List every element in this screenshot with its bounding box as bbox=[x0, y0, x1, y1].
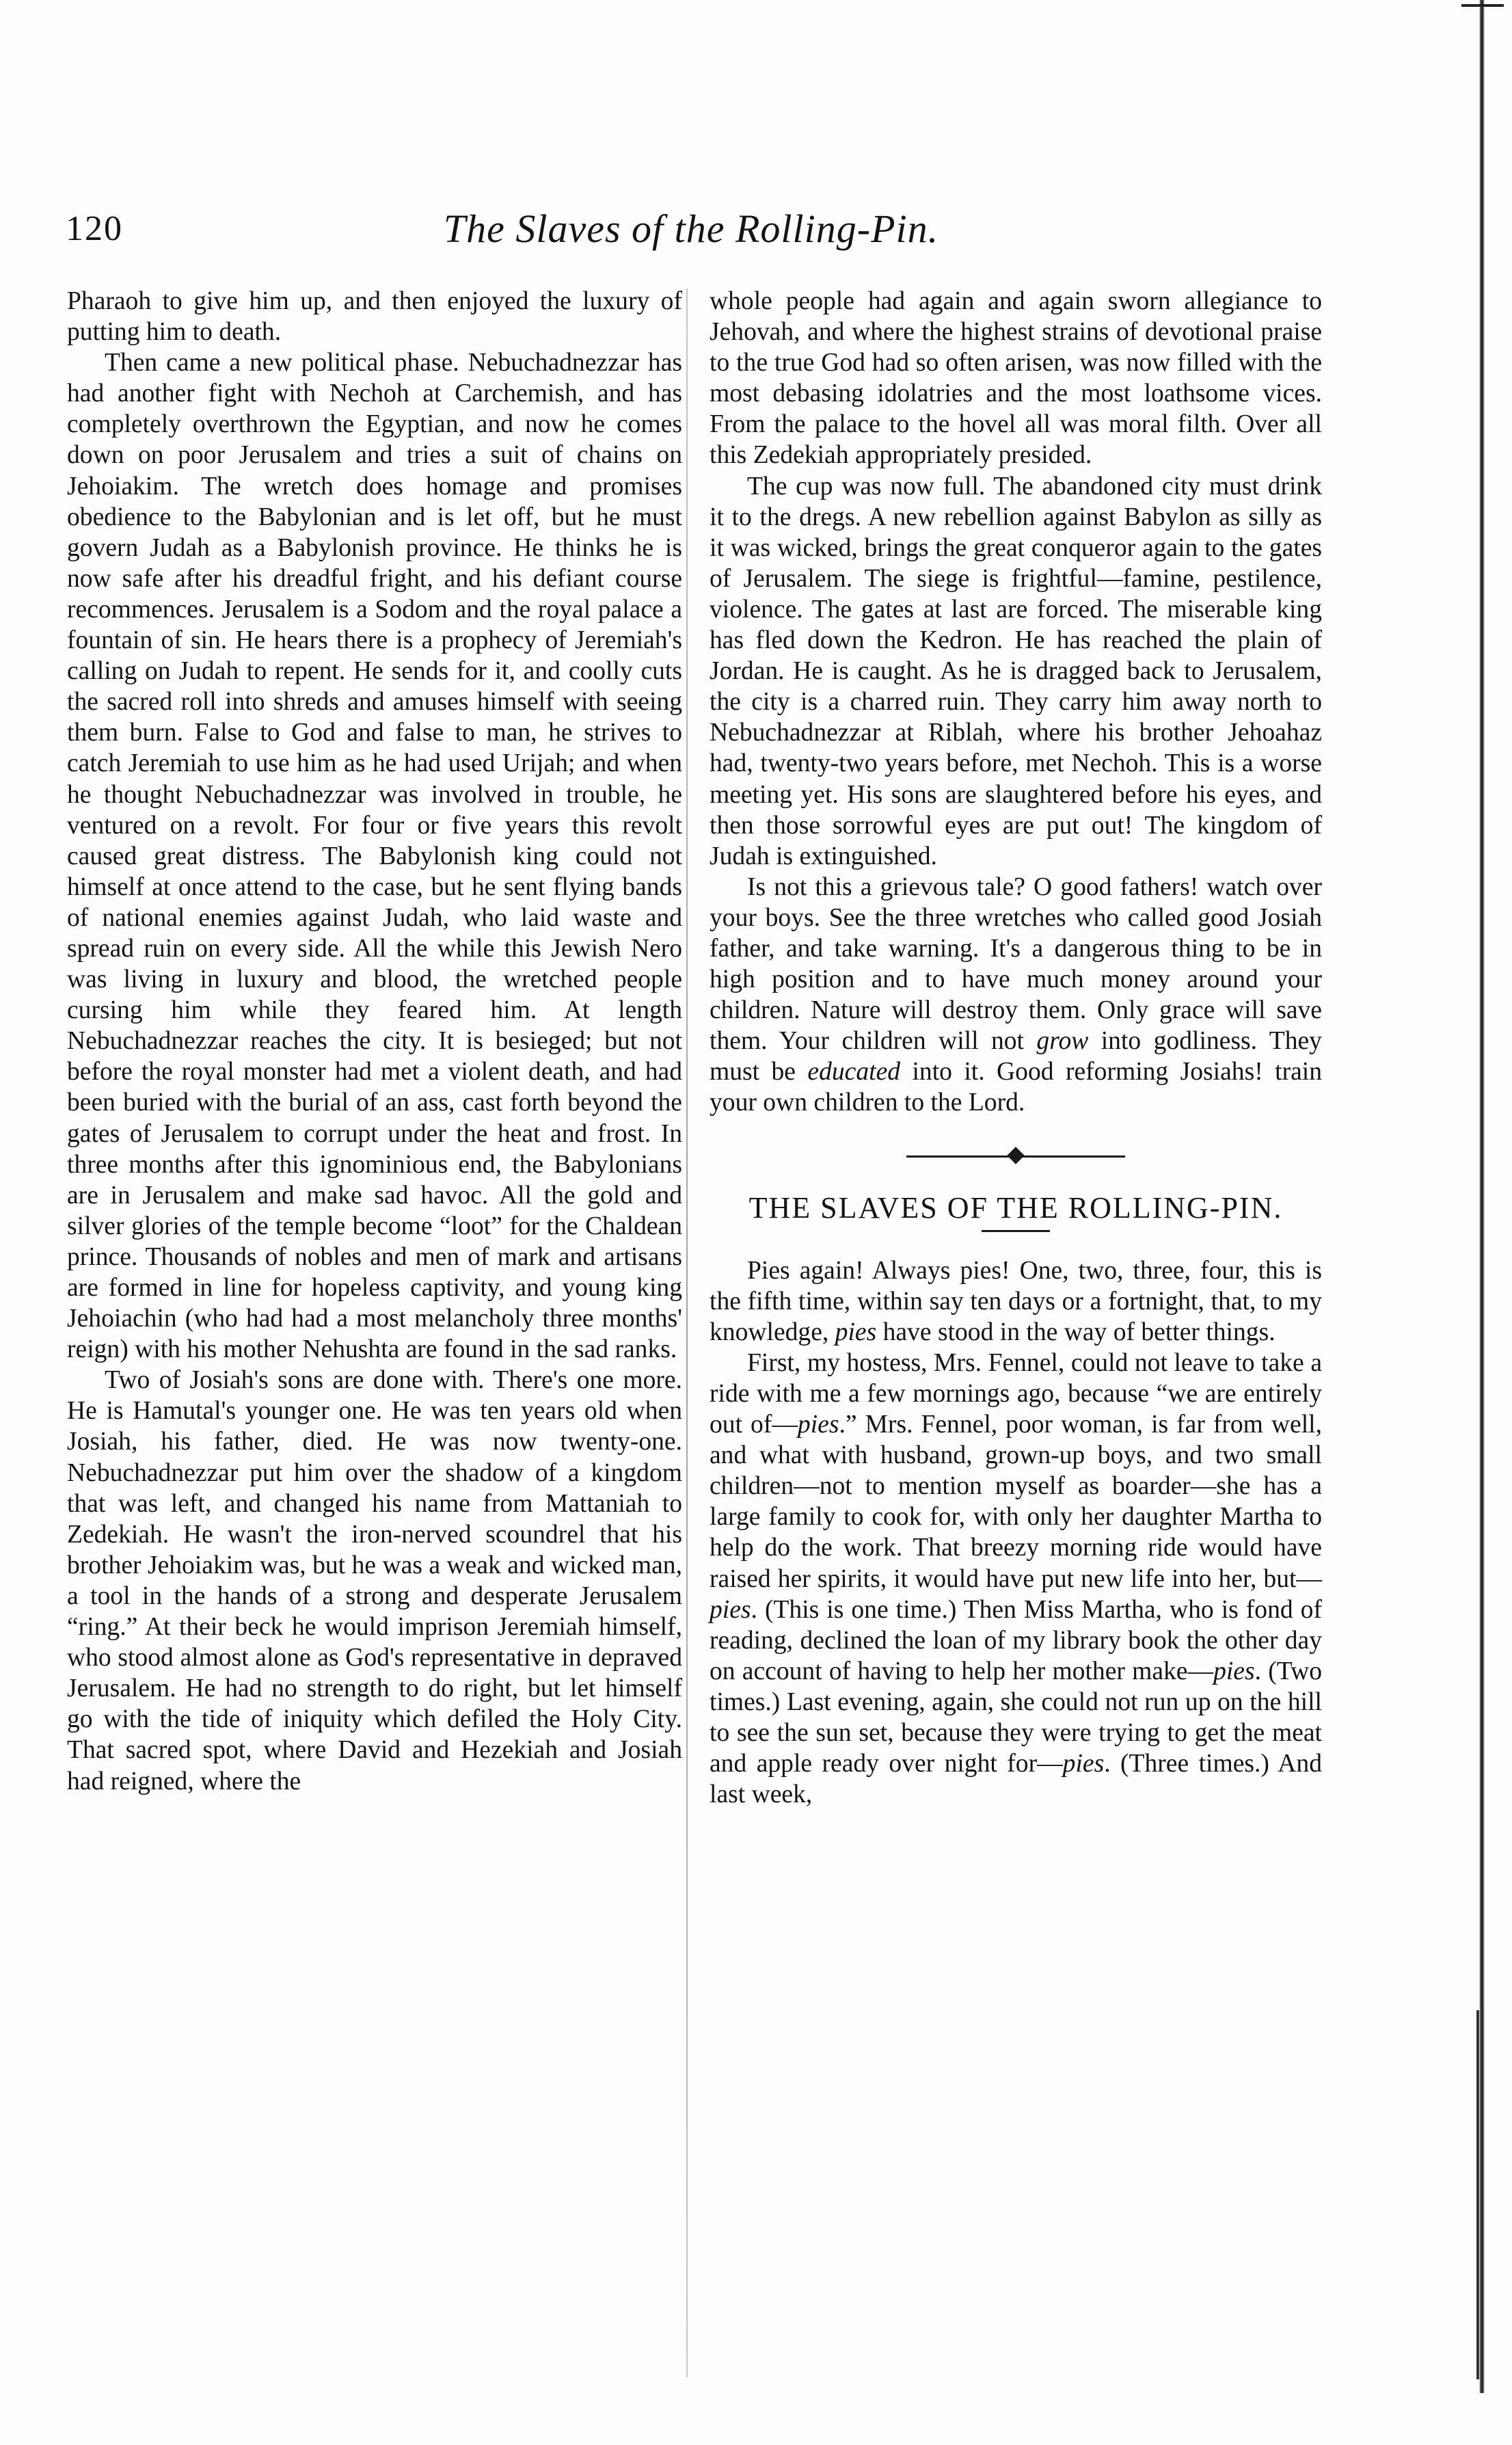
emphasis-grow: grow bbox=[1036, 1027, 1089, 1056]
page-number: 120 bbox=[66, 209, 123, 248]
page-edge-mark bbox=[1476, 2010, 1479, 2379]
text-run: . (This is one time.) Then Miss Martha, who is fond of reading, declined the loan of my library book the other day on account of having to help her mother make— bbox=[710, 1595, 1322, 1685]
emphasis-pies: pies bbox=[835, 1318, 877, 1346]
left-paragraph: Two of Josiah's sons are done with. There's one more. He is Hamutal's younger one. He was ten years old when Josiah, his father, died. He was now twenty-one. Nebuchadnezzar put him over the shadow of a kingdom that was left, and changed his name from Mattaniah to Zedekiah. He wasn't the iron-nerved scoundrel that his brother Jehoiakim was, but he was a weak and wicked man, a tool in the hands of a strong and desperate Jerusalem “ring.” At their beck he would imprison Jeremiah himself, who stood almost alone as God's representative in depraved Jerusalem. He had no strength to do right, but let himself go with the tide of iniquity which defiled the Holy City. That sacred spot, where David and Hezekiah and Josiah had reigned, where the bbox=[67, 1366, 682, 1795]
left-column bbox=[67, 286, 682, 1797]
emphasis-pies: pies bbox=[797, 1411, 839, 1439]
heading-rule bbox=[982, 1230, 1050, 1232]
article-paragraph bbox=[710, 1348, 1322, 1810]
article-heading: THE SLAVES OF THE ROLLING-PIN. bbox=[748, 1190, 1283, 1225]
column-divider bbox=[686, 289, 688, 2377]
text-run: First, my hostess, Mrs. Fennel, could not leave to take a ride with me a few mornings ago, because “we are entirely out of— bbox=[710, 1348, 1322, 1439]
running-title: The Slaves of the Rolling-Pin. bbox=[443, 206, 939, 251]
emphasis-pies: pies bbox=[1213, 1657, 1255, 1685]
text-run: . (Three times.) And last week, bbox=[710, 1750, 1322, 1809]
text-run: have stood in the way of better things. bbox=[876, 1318, 1275, 1346]
left-paragraph: Pharaoh to give him up, and then enjoyed the luxury of putting him to death. bbox=[67, 287, 682, 347]
page-edge-rule bbox=[1479, 0, 1485, 2393]
text-run: Pies again! Always pies! One, two, three, four, this is the fifth time, within say ten days or a fortnight, that, to my knowledge, bbox=[710, 1256, 1322, 1346]
page-header bbox=[66, 206, 1317, 263]
left-paragraph: Then came a new political phase. Nebuchadnezzar has had another fight with Nechoh at Carchemish, and has completely overthrown the Egyptian, and now he comes down on poor Jerusalem and tries a suit of chains on Jehoiakim. The wretch does homage and promises obedience to the Babylonian and is let off, but he must govern Judah as a Babylonish province. He thinks he is now safe after his dreadful fright, and his defiant course recommences. Jerusalem is a Sodom and the royal palace a fountain of sin. He hears there is a prophecy of Jeremiah's calling on Judah to repent. He sends for it, and coolly cuts the sacred roll into shreds and amuses himself with seeing them burn. False to God and false to man, he strives to catch Jeremiah to use him as he had used Urijah; and when he thought Nebuchadnezzar was involved in trouble, he ventured on a revolt. For four or five years this revolt caused great distress. The Babylonish king could not himself at once attend to the case, but he sent flying bands of national enemies against Judah, who laid waste and spread ruin on every side. All the while this Jewish Nero was living in luxury and blood, the wretched people cursing him while they feared him. At length Nebuchadnezzar reaches the city. It is besieged; but not before the royal monster had met a violent death, and had been buried with the burial of an ass, cast forth beyond the gates of Jerusalem to corrupt under the heat and frost. In three months after this ignominious end, the Babylonians are in Jerusalem and make sad havoc. All the gold and silver glories of the temple become “loot” for the Chaldean prince. Thousands of nobles and men of mark and artisans are formed in line for hopeless captivity, and young king Jehoiachin (who had had a most melancholy three months' reign) with his mother Nehushta are found in the sad ranks. bbox=[67, 349, 682, 1364]
section-ornament bbox=[906, 1147, 1125, 1165]
text-run: Is not this a grievous tale? O good fathers! watch over your boys. See the three wretches who called good Josiah father, and take warning. It's a dangerous thing to be in high position and to have much money around your children. Nature will destroy them. Only grace will save them. Your children will not bbox=[710, 872, 1322, 1056]
emphasis-pies: pies bbox=[1062, 1750, 1105, 1778]
text-run: . (Two times.) Last evening, again, she could not run up on the hill to see the sun set, because they were trying to get the meat and apple ready over night for— bbox=[710, 1657, 1322, 1778]
emphasis-educated: educated bbox=[807, 1058, 901, 1086]
ornament-diamond-icon bbox=[1007, 1147, 1024, 1164]
right-paragraph: whole people had again and again sworn allegiance to Jehovah, and where the highest strains of devotional praise to the true God had so often arisen, was now filled with the most debasing idolatries and the most loathsome vices. From the palace to the hovel all was moral filth. Over all this Zedekiah appropriately presided. bbox=[710, 287, 1322, 470]
text-run: into godliness. They must be bbox=[710, 1027, 1322, 1086]
text-run: into it. Good reforming Josiahs! train your own children to the Lord. bbox=[710, 1058, 1323, 1117]
closing-paragraph bbox=[710, 872, 1322, 1119]
right-column bbox=[710, 286, 1322, 1810]
article-paragraph bbox=[710, 1255, 1322, 1348]
text-run: .” Mrs. Fennel, poor woman, is far from well, and what with husband, grown-up boys, and two small children—not to mention myself as boarder—she has a large family to cook for, with only her daughter Martha to help do the work. That breezy morning ride would have raised her spirits, it would have put new life into her, but— bbox=[710, 1411, 1322, 1593]
right-paragraph: The cup was now full. The abandoned city must drink it to the dregs. A new rebellion against Babylon as silly as it was wicked, brings the great conqueror again to the gates of Jerusalem. The siege is frightful—famine, pestilence, violence. The gates at last are forced. The miserable king has fled down the Kedron. He has reached the plain of Jordan. He is caught. As he is dragged back to Jerusalem, the city is a charred ruin. They carry him away north to Nebuchadnezzar at Riblah, where his brother Jehoahaz had, twenty-two years before, met Nechoh. This is a worse meeting yet. His sons are slaughtered before his eyes, and then those sorrowful eyes are put out! The kingdom of Judah is extinguished. bbox=[710, 472, 1322, 870]
emphasis-pies: pies bbox=[710, 1595, 751, 1624]
